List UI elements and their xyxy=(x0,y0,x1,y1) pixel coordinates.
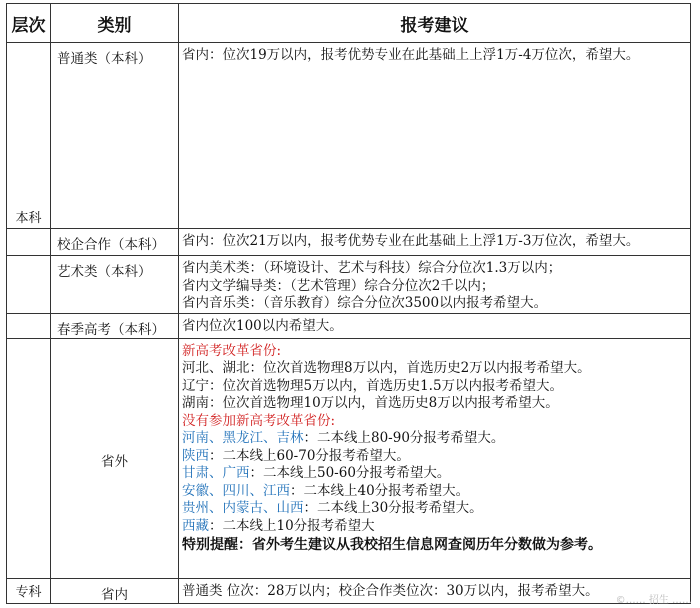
non-reform-line xyxy=(182,430,690,448)
special-note: 特别提醒：省外考生建议从我校招生信息网查阅历年分数做为参考。 xyxy=(182,537,602,553)
reform-title: 新高考改革省份: xyxy=(182,342,282,359)
advice-xiaoqi xyxy=(179,229,691,256)
level-empty xyxy=(7,256,51,314)
non-reform-line xyxy=(182,448,690,466)
advice-chunji xyxy=(179,313,691,338)
advice-putong xyxy=(179,43,691,229)
reform-line: 湖南：位次首选物理10万以内，首选历史8万以内报考希望大。 xyxy=(182,395,559,411)
level-empty xyxy=(7,229,51,256)
province-names: 贵州、内蒙古、山西 xyxy=(182,500,304,516)
province-advice: ：二本线上80-90分报考希望大。 xyxy=(303,430,505,446)
advice-line: 省内位次100以内希望大。 xyxy=(182,317,343,334)
level-empty xyxy=(7,313,51,338)
level-empty xyxy=(7,338,51,578)
table-row xyxy=(7,43,691,229)
province-names: 陕西 xyxy=(182,447,209,464)
province-names: 甘肃、广西 xyxy=(182,465,250,481)
advice-yishu xyxy=(179,256,691,314)
header-row xyxy=(7,4,691,43)
header-category: 类别 xyxy=(51,4,179,43)
table-row xyxy=(7,338,691,578)
reform-line: 河北、湖北：位次首选物理8万以内，首选历史2万以内报考希望大。 xyxy=(182,360,591,376)
province-advice: ：二本线上50-60分报考希望大。 xyxy=(249,465,451,481)
non-reform-line xyxy=(182,518,690,536)
advice-zhuanke xyxy=(179,578,691,603)
table-row xyxy=(7,256,691,314)
advice-line: 省内：位次21万以内，报考优势专业在此基础上上浮1万-3万位次，希望大。 xyxy=(182,233,640,249)
province-advice: ：二本线上40分报考希望大。 xyxy=(290,482,470,499)
category-xiaoqi: 校企合作（本科） xyxy=(51,229,179,256)
category-putong: 普通类（本科） xyxy=(51,43,179,229)
header-level: 层次 xyxy=(7,4,51,43)
advice-line: 省内文学编导类：（艺术管理）综合分位次2千以内； xyxy=(182,277,495,294)
category-zhuanke: 省内 xyxy=(51,578,179,603)
table-row xyxy=(7,229,691,256)
advice-shengwai xyxy=(179,338,691,578)
category-yishu: 艺术类（本科） xyxy=(51,256,179,314)
province-advice: ：二本线上10分报考希望大 xyxy=(209,517,375,534)
level-zhuanke: 专科 xyxy=(7,578,51,603)
table-row xyxy=(7,578,691,603)
advice-line: 省内音乐类：（音乐教育）综合分位次3500以内报考希望大。 xyxy=(182,295,548,311)
advice-line: 省内：位次19万以内，报考优势专业在此基础上上浮1万-4万位次，希望大。 xyxy=(182,47,640,63)
advice-line: 省内美术类：（环境设计、艺术与科技）综合分位次1.3万以内； xyxy=(182,260,562,276)
province-names: 安徽、四川、江西 xyxy=(182,482,290,499)
category-chunji: 春季高考（本科） xyxy=(51,313,179,338)
province-names: 河南、黑龙江、吉林 xyxy=(182,430,304,446)
table-row xyxy=(7,313,691,338)
reform-line: 辽宁：位次首选物理5万以内，首选历史1.5万以内报考希望大。 xyxy=(182,377,564,394)
non-reform-title: 没有参加新高考改革省份: xyxy=(182,412,336,429)
province-names: 西藏 xyxy=(182,517,209,534)
admission-advice-table xyxy=(6,3,691,604)
category-shengwai: 省外 xyxy=(51,338,179,578)
province-advice: ：二本线上60-70分报考希望大。 xyxy=(209,447,410,464)
header-advice: 报考建议 xyxy=(179,4,691,43)
watermark: ©…… 招生 …… xyxy=(615,595,692,606)
non-reform-line xyxy=(182,483,690,501)
province-advice: ：二本线上30分报考希望大。 xyxy=(303,500,483,516)
non-reform-line xyxy=(182,465,690,483)
advice-line: 普通类 位次：28万以内；校企合作类位次：30万以内，报考希望大。 xyxy=(182,582,599,599)
non-reform-line xyxy=(182,500,690,518)
level-benke: 本科 xyxy=(7,43,51,229)
